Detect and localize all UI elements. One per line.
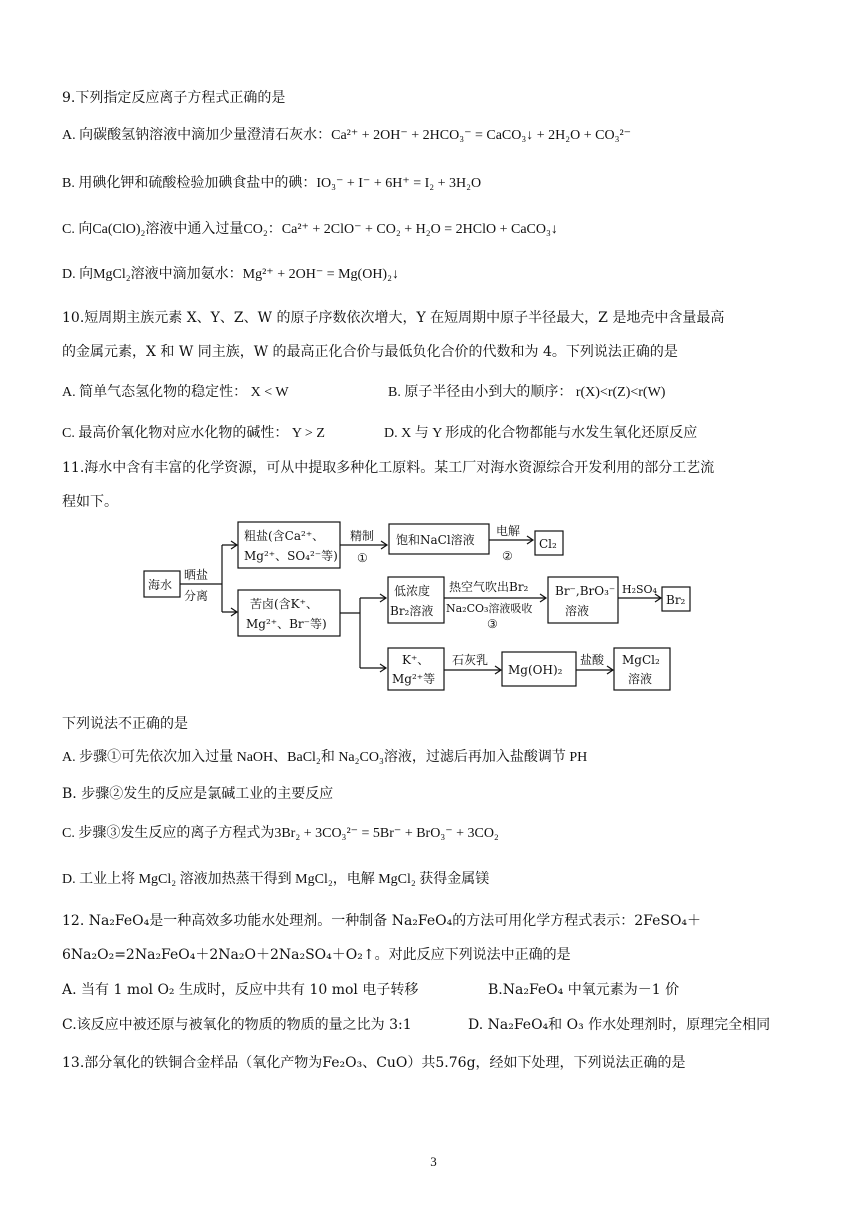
q12-option-c: C.该反应中被还原与被氧化的物质的物质的量之比为 3:1 [62, 1017, 412, 1033]
step1-label: ① [357, 551, 368, 565]
br2-label: Br₂ [666, 593, 686, 607]
kmg-label-2: Mg²⁺等 [392, 672, 436, 686]
absorb-label: Na₂CO₃溶液吸收 [446, 602, 533, 615]
arrow-to-crude [222, 541, 237, 549]
refine-label: 精制 [350, 529, 375, 543]
q10-stem-line1: 10.短周期主族元素 X、Y、Z、W 的原子序数依次增大，Y 在短周期中原子半径最大，Z 是地壳中含量最高 [62, 310, 725, 326]
lowconc-label-1: 低浓度 [394, 584, 431, 598]
q10-option-a: A. 简单气态氢化物的稳定性： X < W [62, 385, 289, 400]
kmg-label-1: K⁺、 [402, 653, 430, 667]
sun-label-1: 晒盐 [184, 568, 209, 582]
q11-option-b: B. 步骤②发生的反应是氯碱工业的主要反应 [62, 786, 334, 802]
arrow-to-lowconc [360, 594, 386, 602]
q9-option-d: D. 向MgCl₂溶液中滴加氨水：Mg²⁺ + 2OH⁻ = Mg(OH)₂↓ [62, 267, 399, 282]
cl2-label: Cl₂ [539, 537, 557, 551]
lime-label: 石灰乳 [452, 653, 489, 667]
q11-sub-stem: 下列说法不正确的是 [62, 716, 188, 732]
q12-stem-line1: 12. Na₂FeO₄是一种高效多功能水处理剂。一种制备 Na₂FeO₄的方法可用化学方程式表示：2FeSO₄＋ [62, 913, 702, 929]
q10-option-b: B. 原子半径由小到大的顺序： r(X)<r(Z)<r(W) [388, 385, 666, 400]
page-number: 3 [430, 1154, 437, 1169]
hotair-label: 热空气吹出Br₂ [449, 580, 529, 594]
step3-label: ③ [487, 617, 498, 631]
q12-option-a: A. 当有 1 mol O₂ 生成时，反应中共有 10 mol 电子转移 [62, 982, 419, 998]
q9-option-c: C. 向Ca(ClO)₂溶液中通入过量CO₂：Ca²⁺ + 2ClO⁻ + CO₂ + H₂O = 2HClO + CaCO₃↓ [62, 222, 558, 237]
q9-option-a: A. 向碳酸氢钠溶液中滴加少量澄清石灰水：Ca²⁺ + 2OH⁻ + 2HCO₃⁻ = CaCO₃↓ + 2H₂O + CO₃²⁻ [62, 128, 632, 143]
sun-label-2: 分离 [184, 589, 209, 603]
hcl-label: 盐酸 [580, 653, 605, 667]
crude-label-1: 粗盐(含Ca²⁺、 [244, 529, 325, 543]
seawater-label: 海水 [148, 578, 173, 592]
q12-stem-line2: 6Na₂O₂=2Na₂FeO₄＋2Na₂O＋2Na₂SO₄＋O₂↑。对此反应下列说法中正确的是 [62, 947, 571, 963]
q9-stem: 9.下列指定反应离子方程式正确的是 [62, 90, 286, 106]
q11-option-d: D. 工业上将 MgCl₂ 溶液加热蒸干得到 MgCl₂，电解 MgCl₂ 获得金属镁 [62, 872, 490, 887]
q12-option-d: D. Na₂FeO₄和 O₃ 作水处理剂时，原理完全相同 [468, 1017, 771, 1033]
q10-option-d: D. X 与 Y 形成的化合物都能与水发生氧化还原反应 [384, 426, 698, 441]
q11-option-c: C. 步骤③发生反应的离子方程式为3Br₂ + 3CO₃²⁻ = 5Br⁻ + BrO₃⁻ + 3CO₂ [62, 826, 499, 841]
electro-label: 电解 [496, 524, 521, 538]
saturated-label: 饱和NaCl溶液 [396, 533, 475, 547]
brine-label-1: 苦卤(含K⁺、 [250, 597, 318, 611]
q11-stem-line1: 11.海水中含有丰富的化学资源，可从中提取多种化工原料。某工厂对海水资源综合开发利用的部分工艺流 [62, 460, 715, 476]
arrow-hotair [444, 594, 546, 602]
q12-option-b: B.Na₂FeO₄ 中氧元素为－1 价 [488, 982, 680, 998]
arrow-to-kmg [360, 664, 386, 672]
brbro-label-2: 溶液 [565, 604, 590, 618]
h2so4-label: H₂SO₄ [622, 583, 657, 596]
q13-stem: 13.部分氧化的铁铜合金样品（氧化产物为Fe₂O₃、CuO）共5.76g，经如下处理，下列说法正确的是 [62, 1055, 686, 1071]
mgcl-label-2: 溶液 [628, 672, 653, 686]
lowconc-label-2: Br₂溶液 [390, 604, 434, 618]
q10-option-c: C. 最高价氧化物对应水化物的碱性： Y > Z [62, 426, 325, 441]
q10-stem-line2: 的金属元素，X 和 W 同主族，W 的最高正化合价与最低负化合价的代数和为 4。下列说法正确的是 [62, 344, 678, 360]
crude-label-2: Mg²⁺、SO₄²⁻等) [244, 549, 338, 563]
step2-label: ② [502, 549, 513, 563]
q11-option-a: A. 步骤①可先依次加入过量 NaOH、BaCl₂和 Na₂CO₃溶液，过滤后再加入盐酸调节 PH [62, 750, 588, 765]
brine-label-2: Mg²⁺、Br⁻等) [246, 617, 327, 631]
mgoh-label: Mg(OH)₂ [508, 663, 563, 677]
arrow-to-brine [222, 608, 237, 616]
brbro-label-1: Br⁻,BrO₃⁻ [555, 584, 616, 598]
q11-stem-line2: 程如下。 [62, 494, 118, 510]
q9-option-b: B. 用碘化钾和硫酸检验加碘食盐中的碘：IO₃⁻ + I⁻ + 6H⁺ = I₂ + 3H₂O [62, 176, 482, 191]
arrow-lime [444, 666, 501, 674]
arrow-hcl [576, 666, 613, 674]
mgcl-label-1: MgCl₂ [622, 653, 660, 667]
